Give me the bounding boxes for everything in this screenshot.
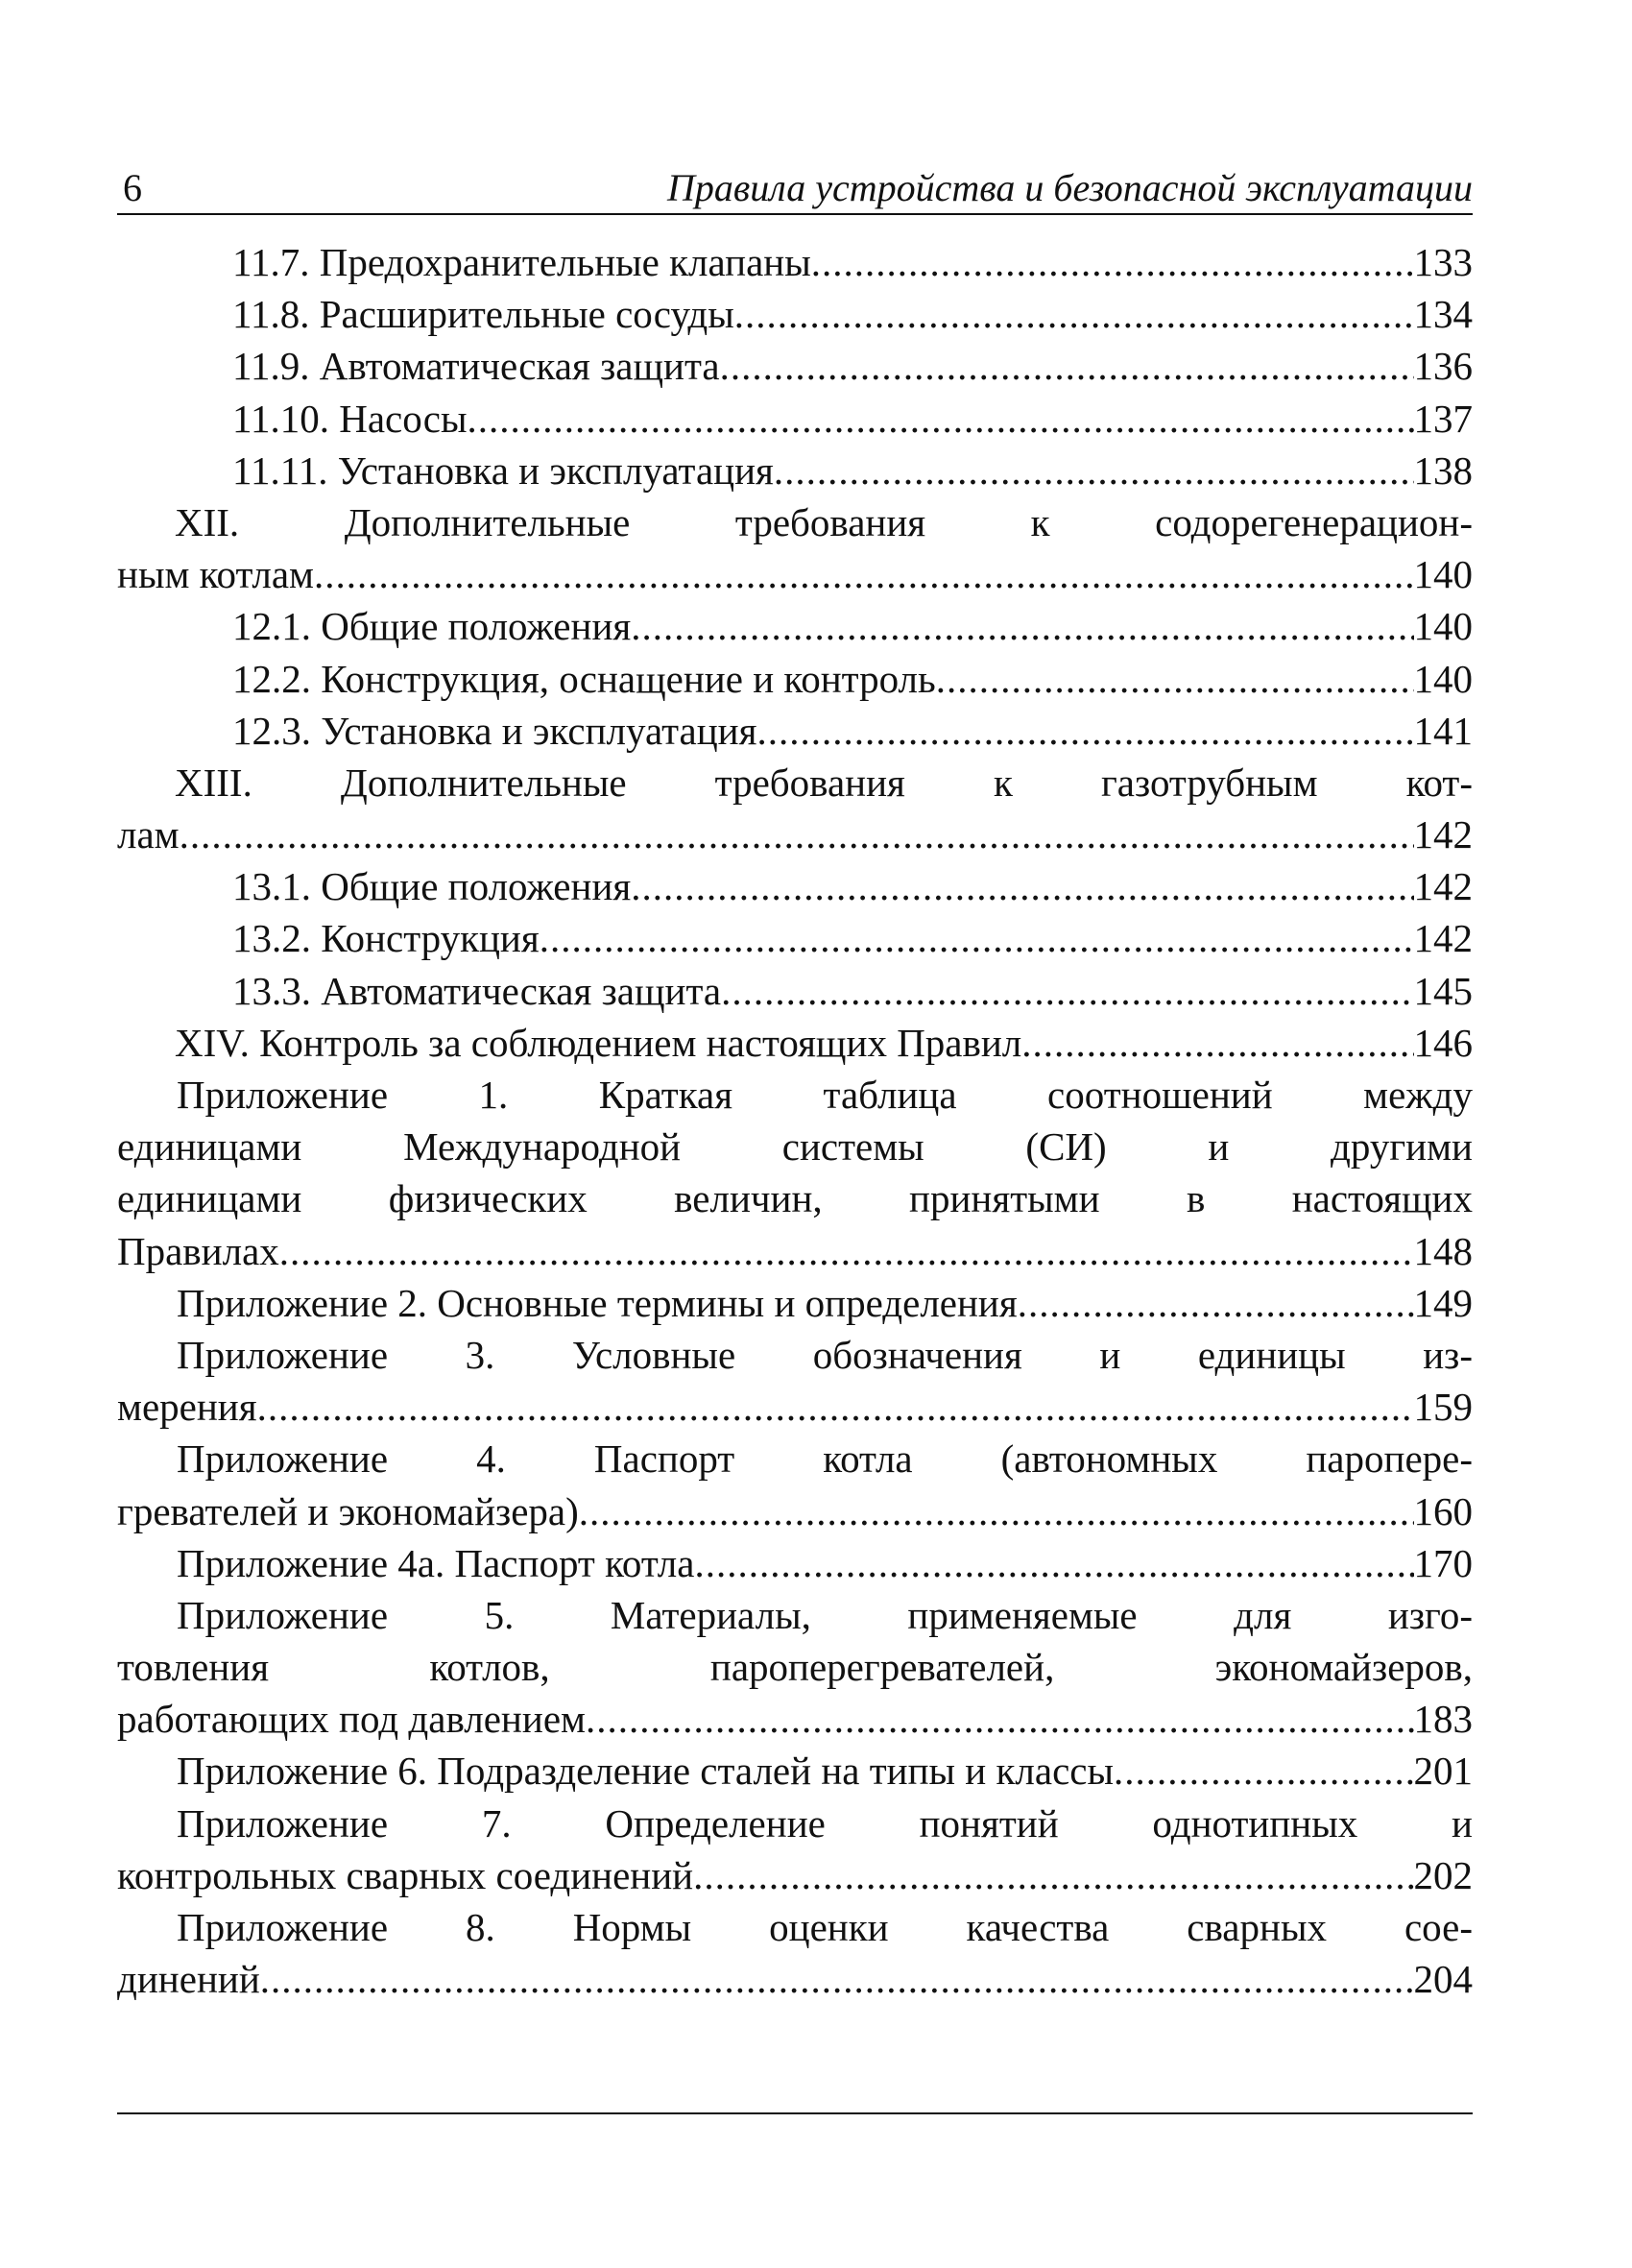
toc-entry-title: 12.1. Общие положения (232, 604, 632, 649)
toc-entry-line (117, 1745, 1473, 1797)
toc-entry (117, 340, 1473, 392)
toc-entry-title: 11.11. Установка и эксплуатация (232, 447, 774, 493)
toc-entry-title: Правилах (117, 1228, 279, 1273)
toc-entry-title: Приложение 2. Основные термины и определения (177, 1280, 1018, 1325)
toc-entry-line (117, 548, 1473, 600)
toc-entry-title: 11.10. Насосы (232, 396, 468, 441)
toc-entry-title: динений (117, 1957, 260, 2002)
toc-entry-line (117, 965, 1473, 1017)
toc-entry (117, 236, 1473, 288)
footer-rule (117, 2112, 1473, 2114)
toc-entry (117, 1798, 1473, 1901)
toc-entry (117, 1901, 1473, 2005)
toc-entry-line (117, 393, 1473, 445)
dot-leader (631, 860, 1413, 912)
toc-entry-line (117, 1381, 1473, 1433)
dot-leader (1018, 1277, 1414, 1329)
toc-entry (117, 1017, 1473, 1069)
page-header (117, 161, 1473, 215)
dot-leader (468, 393, 1414, 445)
dot-leader (693, 1849, 1413, 1901)
toc-entry-title: контрольных сварных соединений (117, 1852, 694, 1897)
toc-entry-line (117, 860, 1473, 912)
toc-entry-title: 12.2. Конструкция, оснащение и контроль (232, 656, 936, 701)
toc-entry (117, 860, 1473, 912)
toc-entry (117, 288, 1473, 340)
toc-page-number: 140 (1413, 552, 1473, 597)
dot-leader (1114, 1745, 1413, 1797)
toc-page-number: 148 (1413, 1228, 1473, 1273)
dot-leader (694, 1537, 1413, 1589)
toc-entry-line (117, 653, 1473, 705)
toc-entry-title-line: единицами физических величин, принятыми в настоящих (117, 1176, 1473, 1221)
toc-entry (117, 445, 1473, 496)
toc-entry (117, 1277, 1473, 1329)
toc-page-number: 134 (1413, 292, 1473, 337)
toc-entry-line (117, 600, 1473, 652)
toc-entry-line (117, 340, 1473, 392)
toc-entry-title: работающих под давлением (117, 1697, 586, 1742)
toc-page-number: 204 (1413, 1957, 1473, 2002)
toc-page-number: 136 (1413, 344, 1473, 389)
toc-entry (117, 496, 1473, 600)
toc-entry-title: 13.3. Автоматическая защита (232, 968, 722, 1013)
toc-page-number: 146 (1413, 1020, 1473, 1065)
dot-leader (586, 1693, 1414, 1745)
dot-leader (260, 1953, 1414, 2005)
toc-entry-line (117, 1485, 1473, 1537)
toc-entry-title-line: XIII. Дополнительные требования к газотрубным кот- (175, 760, 1473, 805)
running-title: Правила устройства и безопасной эксплуатации (667, 166, 1473, 209)
dot-leader (720, 340, 1414, 392)
toc-entry-line (117, 1953, 1473, 2005)
toc-entry (117, 393, 1473, 445)
toc-entry-line (117, 912, 1473, 964)
toc-entry (117, 1069, 1473, 1277)
toc-page-number: 137 (1413, 396, 1473, 441)
dot-leader (774, 445, 1414, 496)
toc-entry-title: XIV. Контроль за соблюдением настоящих Правил (175, 1020, 1022, 1065)
dot-leader (734, 288, 1414, 340)
toc-entry-title: гревателей и экономайзера) (117, 1488, 579, 1533)
toc-page-number: 202 (1413, 1852, 1473, 1897)
toc-entry-title: Приложение 4а. Паспорт котла (177, 1540, 695, 1585)
toc-page-number: 159 (1413, 1385, 1473, 1430)
dot-leader (936, 653, 1414, 705)
toc-entry-title-line: Приложение 5. Материалы, применяемые для изго- (177, 1592, 1473, 1637)
dot-leader (756, 705, 1413, 757)
toc-page-number: 142 (1413, 812, 1473, 857)
toc-entry-line (117, 1693, 1473, 1745)
toc-page-number: 138 (1413, 447, 1473, 493)
toc-entry-line (117, 808, 1473, 860)
toc-entry-line (117, 1849, 1473, 1901)
toc-entry (117, 1589, 1473, 1746)
toc-entry-line (117, 1537, 1473, 1589)
toc-entry (117, 1745, 1473, 1797)
dot-leader (579, 1485, 1414, 1537)
toc-page-number: 149 (1413, 1280, 1473, 1325)
toc-entry-title-line: единицами Международной системы (СИ) и другими (117, 1124, 1473, 1170)
toc-entry (117, 757, 1473, 860)
toc-entry-title: 11.9. Автоматическая защита (232, 344, 720, 389)
toc-page-number: 145 (1413, 968, 1473, 1013)
toc-page-number: 183 (1413, 1697, 1473, 1742)
dot-leader (540, 912, 1414, 964)
dot-leader (314, 548, 1414, 600)
toc-entry-line (117, 1277, 1473, 1329)
toc-page-number: 201 (1413, 1749, 1473, 1794)
toc-entry-title: 13.1. Общие положения (232, 864, 632, 909)
toc-entry-line (117, 1225, 1473, 1277)
toc-page-number: 140 (1413, 656, 1473, 701)
toc-entry-line (117, 288, 1473, 340)
toc-entry-title: 12.3. Установка и эксплуатация (232, 708, 757, 753)
toc-page-number: 140 (1413, 604, 1473, 649)
toc-page-number: 133 (1413, 240, 1473, 284)
toc-entry-title: 11.7. Предохранительные клапаны (232, 240, 811, 284)
toc-entry-title-line: Приложение 8. Нормы оценки качества сварных сое- (177, 1905, 1473, 1949)
toc-entry (117, 653, 1473, 705)
toc-entry-title: 13.2. Конструкция (232, 916, 540, 961)
toc-entry-line (117, 445, 1473, 496)
toc-page-number: 142 (1413, 864, 1473, 909)
toc-page-number: 160 (1413, 1488, 1473, 1533)
toc-page-number: 170 (1413, 1540, 1473, 1585)
dot-leader (257, 1381, 1414, 1433)
toc-entry-title: мерения (117, 1385, 257, 1430)
toc-entry-title-line: XII. Дополнительные требования к содорегенерацион- (175, 499, 1473, 544)
table-of-contents (117, 236, 1473, 2005)
toc-entry-title-line: Приложение 3. Условные обозначения и единицы из- (177, 1332, 1473, 1377)
dot-leader (1021, 1017, 1413, 1069)
toc-entry-line (117, 705, 1473, 757)
toc-entry (117, 1537, 1473, 1589)
toc-entry (117, 600, 1473, 652)
toc-entry-title: 11.8. Расширительные сосуды (232, 292, 734, 337)
dot-leader (721, 965, 1413, 1017)
toc-entry (117, 965, 1473, 1017)
toc-entry-title-line: Приложение 7. Определение понятий однотипных и (177, 1800, 1473, 1846)
header-rule (117, 213, 1473, 215)
toc-entry (117, 1329, 1473, 1433)
toc-entry-title: Приложение 6. Подразделение сталей на типы и классы (177, 1749, 1115, 1794)
toc-entry-title-line: товления котлов, пароперегревателей, экономайзеров, (117, 1645, 1473, 1690)
toc-entry-title-line: Приложение 4. Паспорт котла (автономных паропере- (177, 1436, 1473, 1482)
toc-entry-line (117, 1017, 1473, 1069)
toc-entry-title: лам (117, 812, 180, 857)
toc-page-number: 141 (1413, 708, 1473, 753)
dot-leader (279, 1225, 1414, 1277)
dot-leader (180, 808, 1414, 860)
toc-entry (117, 1433, 1473, 1536)
dot-leader (631, 600, 1413, 652)
dot-leader (811, 236, 1414, 288)
toc-entry-title-line: Приложение 1. Краткая таблица соотношений между (177, 1073, 1473, 1117)
toc-entry (117, 705, 1473, 757)
toc-entry-line (117, 236, 1473, 288)
toc-page-number: 142 (1413, 916, 1473, 961)
page-number: 6 (123, 166, 142, 209)
toc-entry (117, 912, 1473, 964)
toc-entry-title: ным котлам (117, 552, 314, 597)
